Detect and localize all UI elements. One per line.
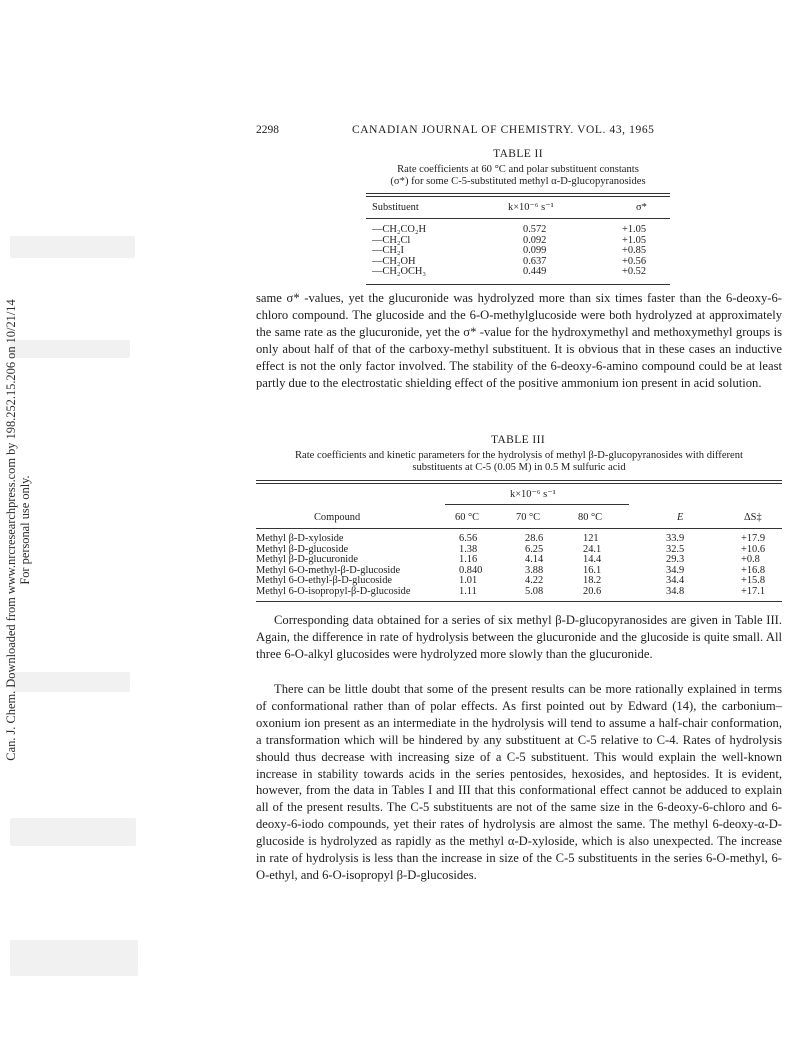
table3-k70-column: 28.6 6.25 4.14 3.88 4.22 5.08 xyxy=(525,533,544,597)
table2-caption-line2: (σ*) for some C-5-substituted methyl α-D-glucopyranosides xyxy=(390,176,646,187)
table2-header-sigma: σ* xyxy=(636,202,647,213)
body-paragraph-2-text: Corresponding data obtained for a series of six methyl β-D-glucopyranosides are given in Table III. Again, the difference in rate of hydrolysis between the glucuronide and the glucoside is quite small. All three 6-O-alkyl glucosides were hydrolyzed more slowly than the glucuronide. xyxy=(256,613,782,661)
table3-k60-column: 6.56 1.38 1.16 0.840 1.01 1.11 xyxy=(459,533,483,597)
table3-header-rule xyxy=(256,528,782,529)
table3-header-compound: Compound xyxy=(314,512,361,523)
table2-caption-line1: Rate coefficients at 60 °C and polar substituent constants xyxy=(397,164,639,175)
table2-title: TABLE II xyxy=(493,148,543,160)
body-paragraph-3 xyxy=(256,681,782,884)
table2-top-rule xyxy=(366,193,670,194)
table3-top-rule xyxy=(256,480,782,481)
body-paragraph-1-text: same σ* -values, yet the glucuronide was hydrolyzed more than six times faster than the 6-deoxy-6-chloro compound. The glucoside and the 6-O-methylglucoside were both hydrolyzed at approximately the same rate as the glucuronide, yet the σ* -value for the hydroxymethyl and methoxymethyl groups is only about half of that of the carboxy-methyl substituent. It is obvious that in these cases an inductive effect is not the only factor involved. The stability of the 6-deoxy-6-amino compound could be at least partly due to the electrostatic shielding effect of the positive ammonium ion present in acid solution. xyxy=(256,291,782,390)
scan-artifact xyxy=(10,818,136,846)
table3-caption-line1: Rate coefficients and kinetic parameters for the hydrolysis of methyl β-D-glucopyranosides with different xyxy=(294,450,744,461)
running-head xyxy=(256,124,782,140)
table3-title: TABLE III xyxy=(490,434,546,446)
body-paragraph-1 xyxy=(256,290,782,391)
table3-header-60c: 60 °C xyxy=(455,512,480,523)
download-notice-line2: For personal use only. xyxy=(18,475,32,585)
table2-substituent-column: —CH₂CO₂H —CH₂Cl —CH₂I —CH₂OH —CH₂OCH₃ xyxy=(372,224,427,277)
table2-header-substituent: Substituent xyxy=(372,202,419,213)
journal-title: CANADIAN JOURNAL OF CHEMISTRY. VOL. 43, 1965 xyxy=(352,124,655,136)
table3-ds-column: +17.9 +10.6 +0.8 +16.8 +15.8 +17.1 xyxy=(741,533,766,597)
table3-header-ds: ΔS‡ xyxy=(744,512,762,523)
table2-sigma-column: +1.05 +1.05 +0.85 +0.56 +0.52 xyxy=(622,224,647,277)
table3-header-80c: 80 °C xyxy=(578,512,603,523)
table3-compound-column: Methyl β-D-xyloside Methyl β-D-glucoside Methyl β-D-glucuronide Methyl 6-O-methyl-β-D-glucoside Methyl 6-O-ethyl-β-D-glucoside Methyl 6-O-isopropyl-β-D-glucoside xyxy=(256,533,411,597)
table2-header-rule xyxy=(366,218,670,219)
table3-k80-column: 121 24.1 14.4 16.1 18.2 20.6 xyxy=(583,533,602,597)
table3-caption-line2: substituents at C-5 (0.05 M) in 0.5 M sulfuric acid xyxy=(412,462,626,473)
table2-bottom-rule xyxy=(366,284,670,285)
table3-header-70c: 70 °C xyxy=(516,512,541,523)
page-number: 2298 xyxy=(256,124,279,136)
table2-header-k: k×10⁻⁶ s⁻¹ xyxy=(508,202,554,213)
table3-top-rule xyxy=(256,483,782,484)
table2-caption xyxy=(340,164,696,188)
table3-group-rule xyxy=(445,504,629,505)
download-notice-line1: Can. J. Chem. Downloaded from www.nrcresearchpress.com by 198.252.15.206 on 10/21/14 xyxy=(4,299,18,761)
table3-bottom-rule xyxy=(256,601,782,602)
table2-top-rule xyxy=(366,196,670,197)
table3-group-header-k: k×10⁻⁶ s⁻¹ xyxy=(510,489,556,500)
table3-header-e: E xyxy=(677,512,684,523)
table2-k-column: 0.572 0.092 0.099 0.637 0.449 xyxy=(523,224,547,277)
table3-e-column: 33.9 32.5 29.3 34.9 34.4 34.8 xyxy=(666,533,685,597)
body-paragraph-3-text: There can be little doubt that some of the present results can be more rationally explained in terms of conformational rather than of polar effects. As first pointed out by Edward (14), the carbonium–oxonium ion present as an intermediate in the hydrolysis will tend to assume a half-chair conformation, a transformation which will be hindered by any substituent at C-5 relative to C-4. Rates of hydrolysis should thus decrease with increasing size of a C-5 substituent. This would explain the well-known increase in stability towards acids in the series pentosides, hexosides, and heptosides. It is evident, however, from the data in Tables I and III that this conformational effect cannot be adduced to explain all of the present results. The C-5 substituents are not of the same size in the 6-deoxy-6-chloro and 6-deoxy-6-iodo compounds, yet their rates of hydrolysis are almost the same. The methyl 6-deoxy-α-D-glucoside is hydrolyzed as rapidly as the methyl α-D-xyloside, which is also unexpected. The increase in rate of hydrolysis is less than the increase in size of the C-5 substituents in the series 6-O-methyl, 6-O-ethyl, and 6-O-isopropyl β-D-glucosides. xyxy=(256,682,782,882)
body-paragraph-2 xyxy=(256,612,782,663)
download-notice xyxy=(0,250,36,810)
scan-artifact xyxy=(10,940,138,976)
table3-caption xyxy=(256,450,782,474)
